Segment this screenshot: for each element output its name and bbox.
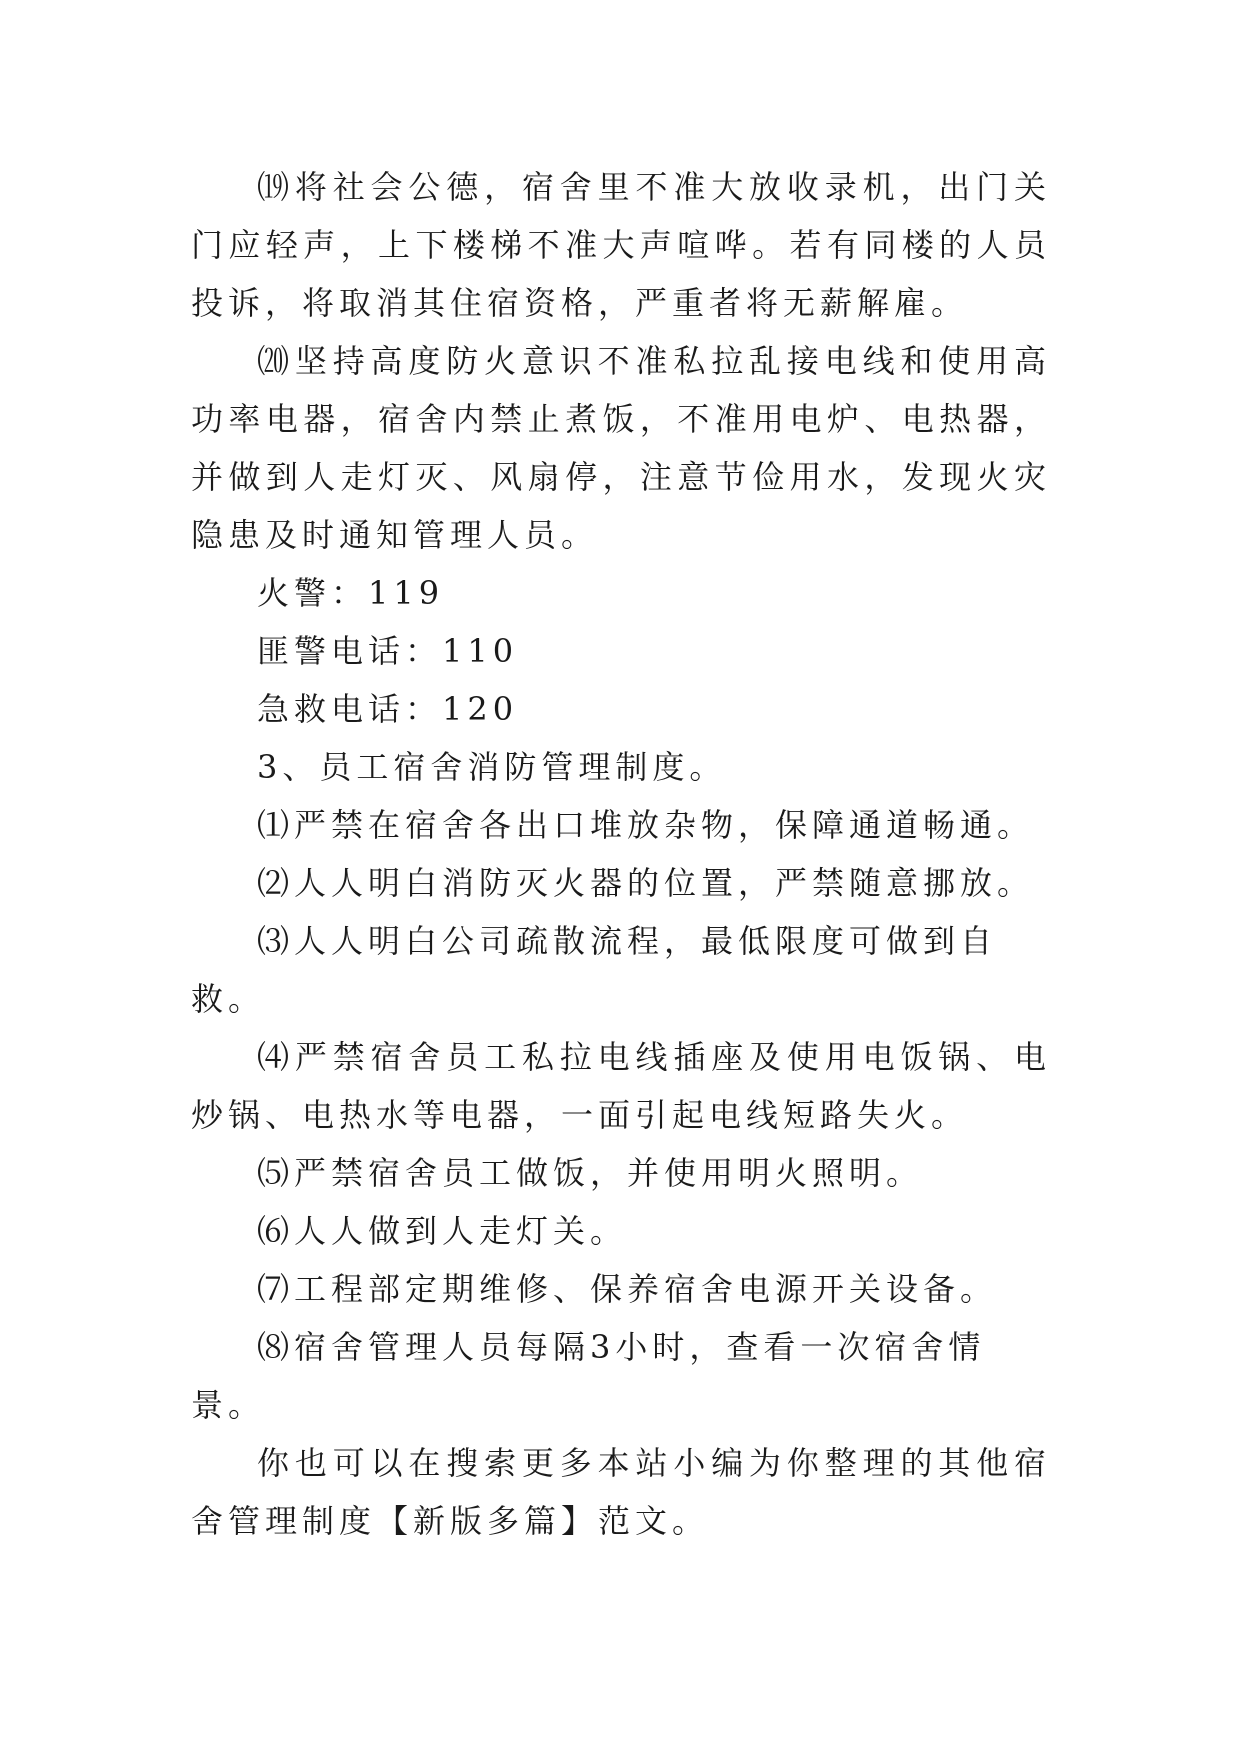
fire-alarm-number: 火警：119 xyxy=(257,574,445,612)
fire-rule-5: ⑸严禁宿舍员工做饭，并使用明火照明。 xyxy=(257,1154,924,1192)
fire-rule-7: ⑺工程部定期维修、保养宿舍电源开关设备。 xyxy=(257,1270,998,1308)
fire-rule-4: ⑷严禁宿舍员工私拉电线插座及使用电饭锅、电炒锅、电热水等电器，一面引起电线短路失火。 xyxy=(191,1038,1051,1134)
document-page xyxy=(191,158,1051,1550)
paragraph-rule-20: ⒇坚持高度防火意识不准私拉乱接电线和使用高功率电器，宿舍内禁止煮饭，不准用电炉、电热器，并做到人走灯灭、风扇停，注意节俭用水，发现火灾隐患及时通知管理人员。 xyxy=(191,342,1051,554)
fire-rule-8: ⑻宿舍管理人员每隔3小时，查看一次宿舍情景。 xyxy=(191,1328,986,1424)
fire-rule-1: ⑴严禁在宿舍各出口堆放杂物，保障通道畅通。 xyxy=(257,806,1035,844)
fire-rule-2: ⑵人人明白消防灭火器的位置，严禁随意挪放。 xyxy=(257,864,1035,902)
fire-rule-6: ⑹人人做到人走灯关。 xyxy=(257,1212,628,1250)
closing-note: 你也可以在搜索更多本站小编为你整理的其他宿舍管理制度【新版多篇】范文。 xyxy=(191,1444,1051,1540)
police-number: 匪警电话：110 xyxy=(257,632,519,670)
fire-rule-3: ⑶人人明白公司疏散流程，最低限度可做到自救。 xyxy=(191,922,998,1018)
section-heading: 3、员工宿舍消防管理制度。 xyxy=(257,748,727,786)
paragraph-rule-19: ⒆将社会公德，宿舍里不准大放收录机，出门关门应轻声，上下楼梯不准大声喧哗。若有同楼的人员投诉，将取消其住宿资格，严重者将无薪解雇。 xyxy=(191,168,1051,322)
emergency-number: 急救电话：120 xyxy=(257,690,519,728)
